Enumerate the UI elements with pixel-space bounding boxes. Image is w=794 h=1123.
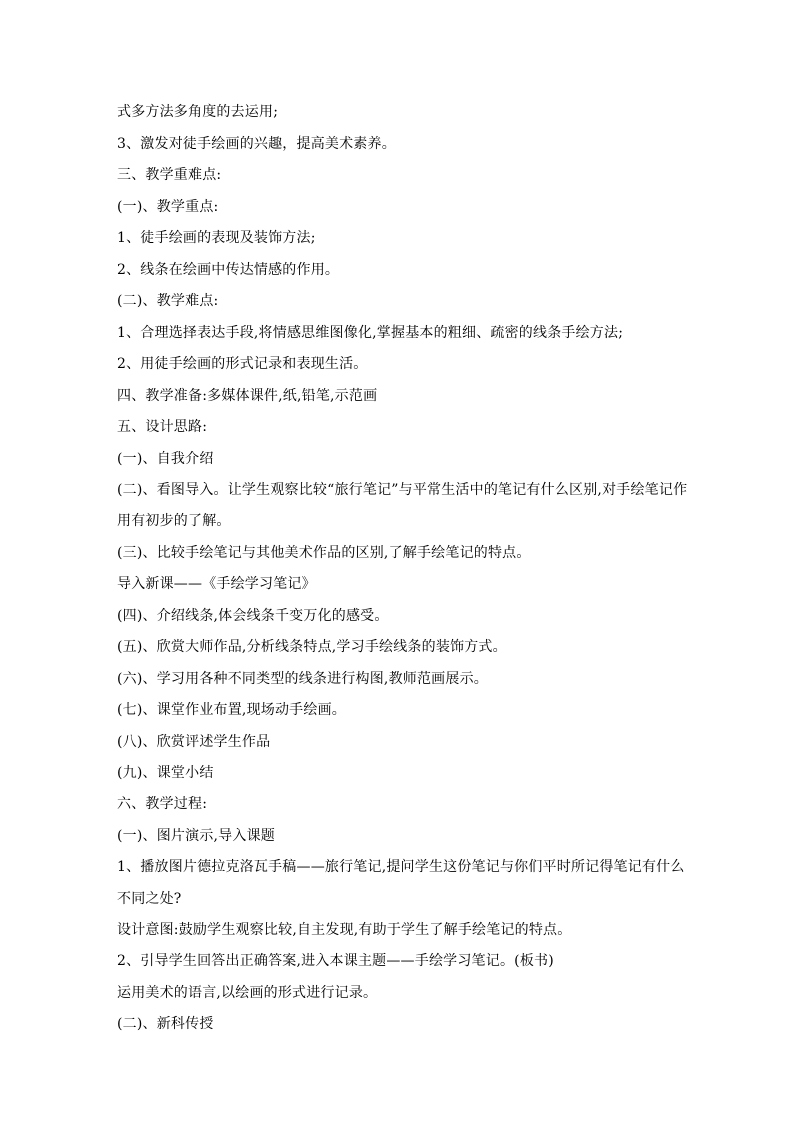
- text-line: (八)、欣赏评述学生作品: [117, 734, 271, 750]
- section-heading: 五、设计思路:: [117, 419, 208, 435]
- subsection-heading: (一)、图片演示,导入课题: [117, 828, 275, 844]
- text-line: 用有初步的了解。: [117, 513, 231, 529]
- text-line: 1、徒手绘画的表现及装饰方法;: [117, 230, 316, 246]
- text-line: (七)、课堂作业布置,现场动手绘画。: [117, 702, 346, 718]
- text-line: 2、引导学生回答出正确答案,进入本课主题——手绘学习笔记。(板书): [117, 953, 554, 969]
- text-line: 式多方法多角度的去运用;: [117, 104, 279, 120]
- section-heading: 六、教学过程:: [117, 796, 208, 812]
- text-line: 导入新课——《手绘学习笔记》: [117, 576, 316, 592]
- section-heading: 四、教学准备:多媒体课件,纸,铅笔,示范画: [117, 388, 378, 404]
- text-line: (九)、课堂小结: [117, 765, 214, 781]
- text-line: 3、激发对徒手绘画的兴趣，提高美术素养。: [117, 136, 396, 152]
- text-line: 1、合理选择表达手段,将情感思维图像化,掌握基本的粗细、疏密的线条手绘方法;: [117, 325, 624, 341]
- text-line: (六)、学习用各种不同类型的线条进行构图,教师范画展示。: [117, 671, 488, 687]
- subsection-heading: (二)、新科传授: [117, 1016, 214, 1032]
- subsection-heading: (一)、教学重点:: [117, 199, 219, 215]
- text-line: (一)、自我介绍: [117, 451, 214, 467]
- text-line: 设计意图:鼓励学生观察比较,自主发现,有助于学生了解手绘笔记的特点。: [117, 922, 572, 938]
- section-heading: 三、教学重难点:: [117, 167, 222, 183]
- text-line: 不同之处?: [117, 891, 182, 907]
- text-line: 2、线条在绘画中传达情感的作用。: [117, 262, 340, 278]
- text-line: 1、播放图片德拉克洛瓦手稿——旅行笔记,提问学生这份笔记与你们平时所记得笔记有什么: [117, 859, 685, 875]
- subsection-heading: (二)、教学难点:: [117, 293, 219, 309]
- text-line: (五)、欣赏大师作品,分析线条特点,学习手绘线条的装饰方式。: [117, 639, 507, 655]
- text-line: (二)、看图导入。让学生观察比较“旅行笔记”与平常生活中的笔记有什么区别,对手绘笔记作: [117, 482, 688, 498]
- text-line: (四)、介绍线条,体会线条千变万化的感受。: [117, 608, 389, 624]
- text-line: (三)、比较手绘笔记与其他美术作品的区别,了解手绘笔记的特点。: [117, 545, 531, 561]
- text-line: 2、用徒手绘画的形式记录和表现生活。: [117, 356, 368, 372]
- text-line: 运用美术的语言,以绘画的形式进行记录。: [117, 985, 378, 1001]
